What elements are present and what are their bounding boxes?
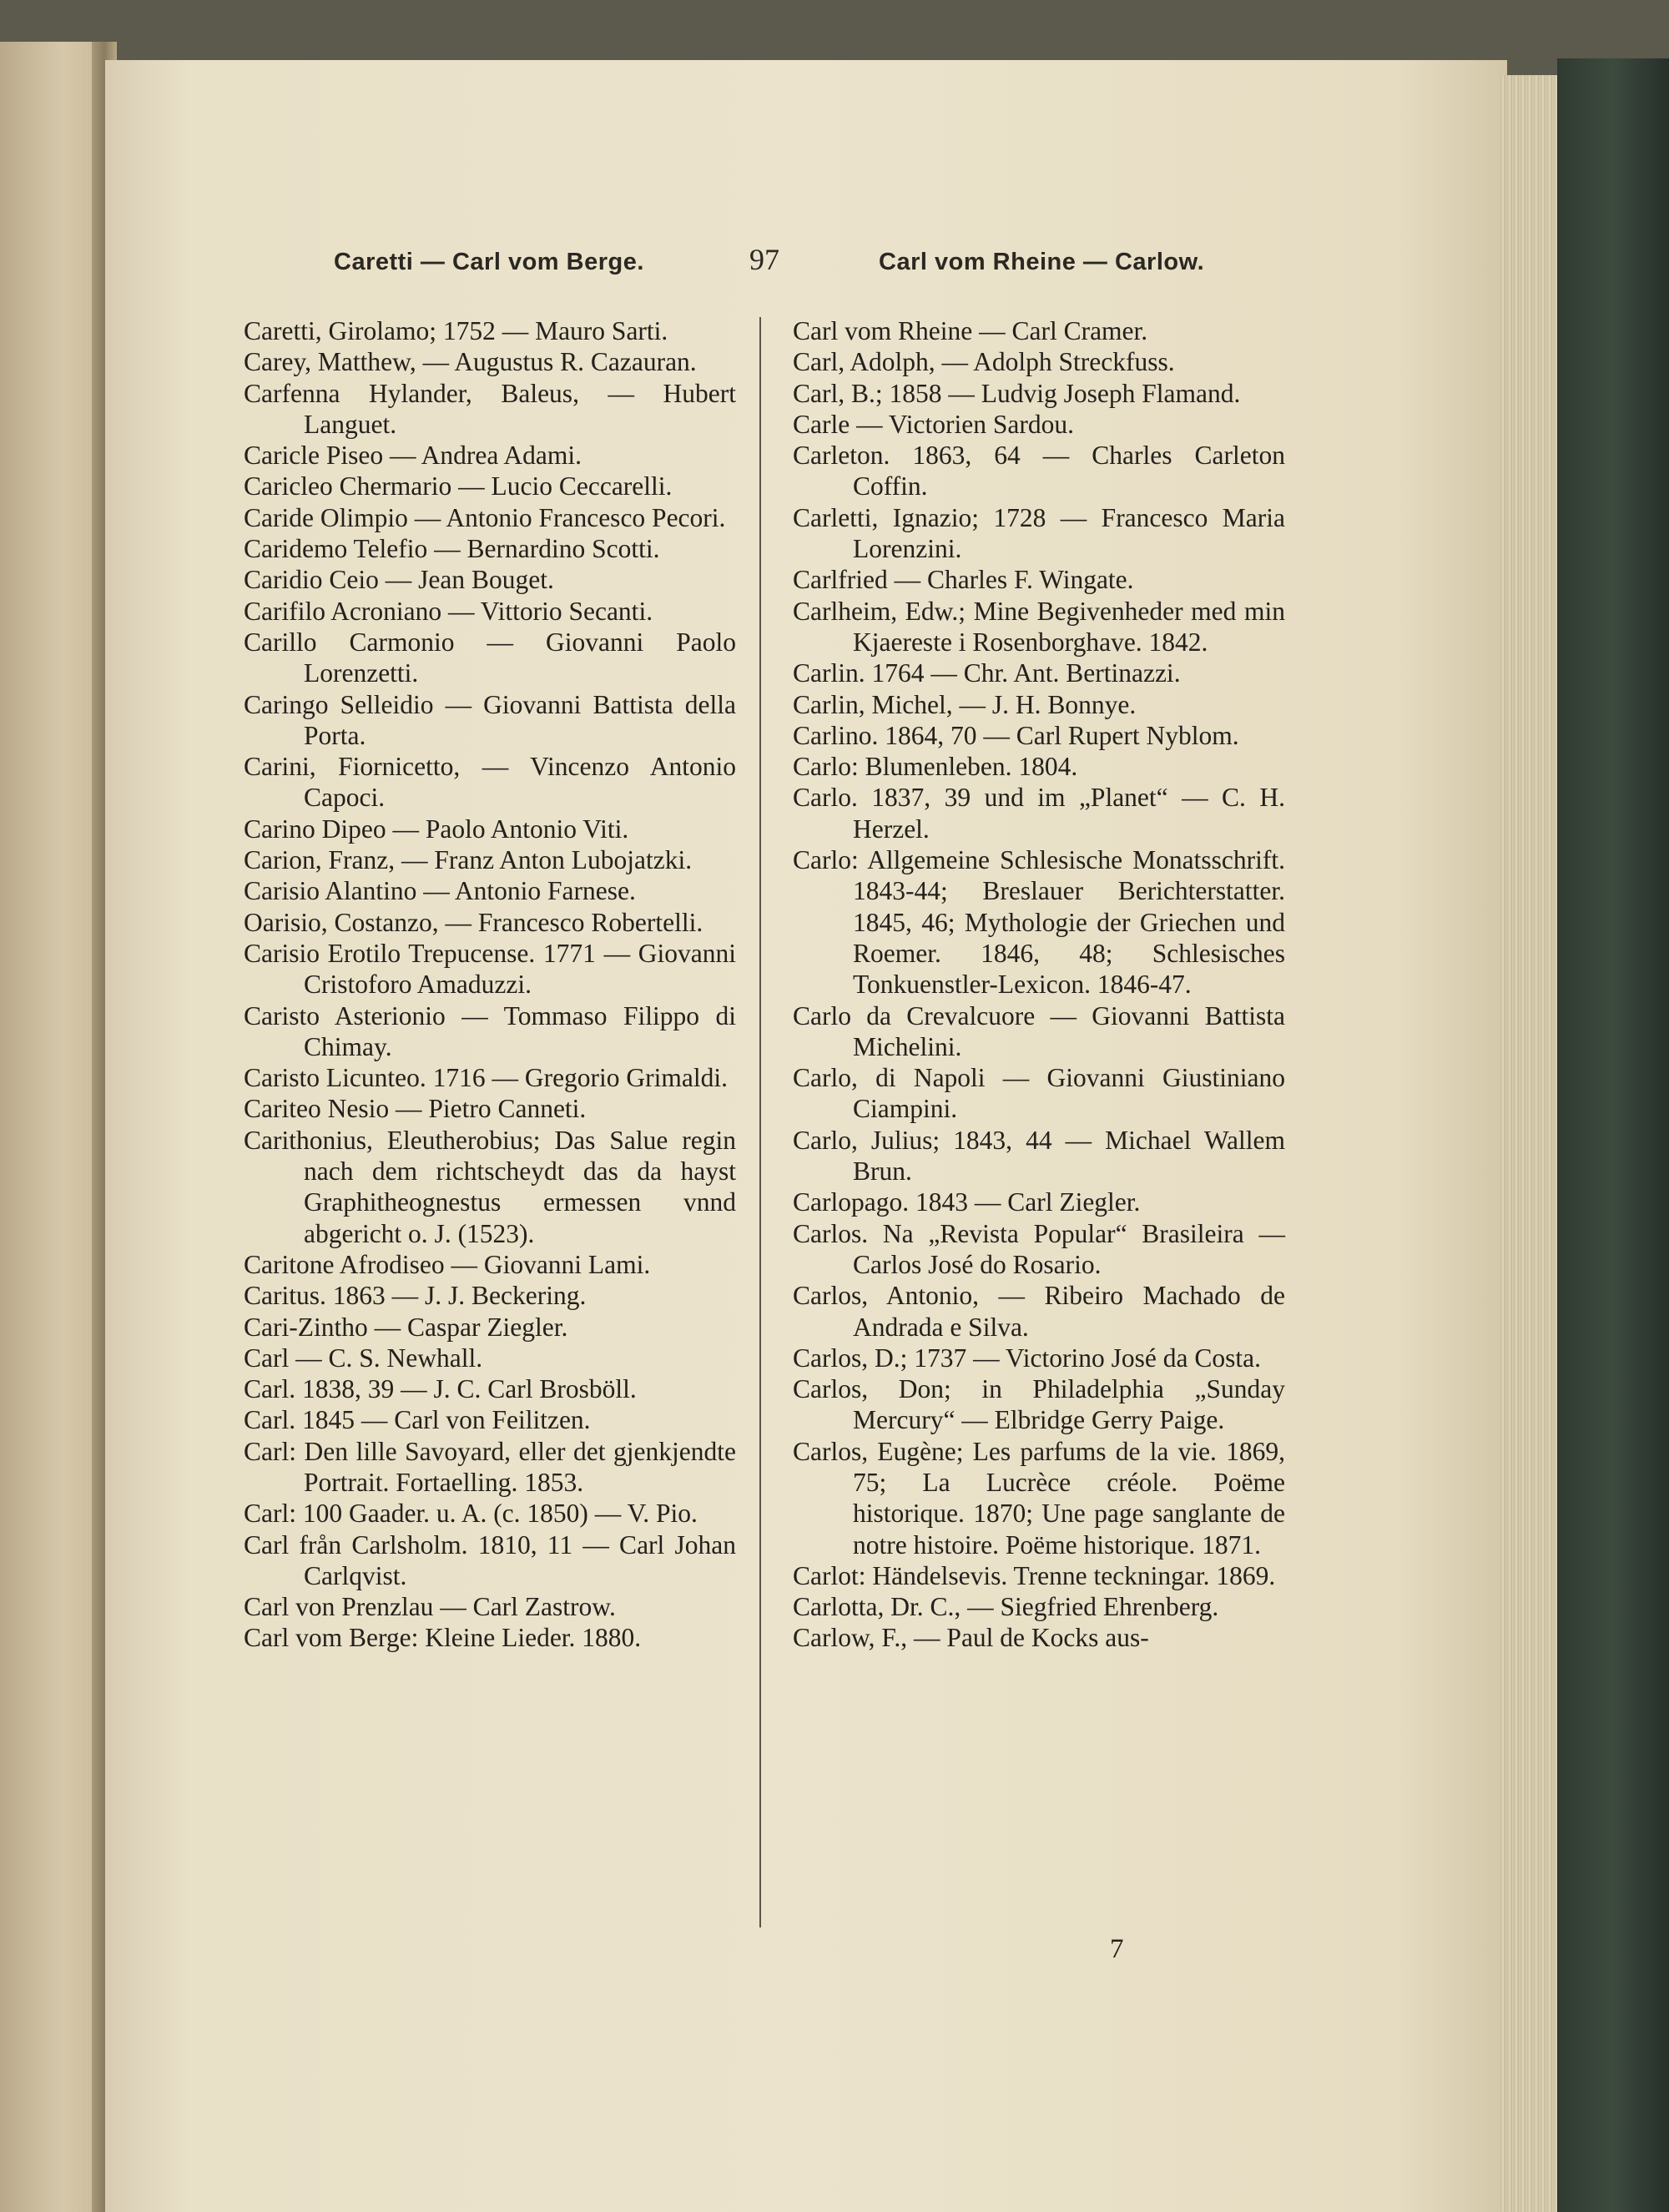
column-rule — [759, 317, 761, 1927]
entry: Caridemo Telefio — Bernardino Scotti. — [244, 534, 660, 564]
entry: Carey, Matthew, — Augustus R. Cazauran. — [244, 347, 697, 377]
entry: Caristo Asterionio — Tommaso Filippo di Chimay. — [244, 1000, 736, 1061]
entry: Caritus. 1863 — J. J. Beckering. — [244, 1281, 587, 1311]
entry: Caridio Ceio — Jean Bouget. — [244, 565, 554, 595]
entry: Carlos. Na „Revista Popular“ Brasileira — Carlos José do Rosario. — [793, 1218, 1285, 1279]
entry: Carisio Erotilo Trepucense. 1771 — Giovanni Cristoforo Amaduzzi. — [244, 938, 736, 1000]
page-edges — [1499, 75, 1557, 2212]
entry: Carlotta, Dr. C., — Siegfried Ehrenberg. — [793, 1592, 1219, 1622]
entry: Carlos, Eugène; Les parfums de la vie. 1869, 75; La Lucrèce créole. Poëme historique. 1870; Une page sanglante de notre histoire. Poëme historique. 1871. — [793, 1436, 1285, 1559]
entry: Carlheim, Edw.; Mine Begivenheder med min Kjaereste i Rosenborghave. 1842. — [793, 596, 1285, 657]
left-page-edge — [0, 42, 105, 2212]
entry: Caringo Selleidio — Giovanni Battista della Porta. — [244, 689, 736, 750]
entry: Carillo Carmonio — Giovanni Paolo Lorenzetti. — [244, 627, 736, 688]
entry: Caride Olimpio — Antonio Francesco Pecori. — [244, 502, 726, 532]
entry: Caricleo Chermario — Lucio Ceccarelli. — [244, 471, 673, 501]
entry: Carlot: Händelsevis. Trenne teckningar. 1869. — [793, 1560, 1276, 1590]
entry: Carl, Adolph, — Adolph Streckfuss. — [793, 347, 1175, 377]
book-cover — [1557, 58, 1669, 2212]
entry: Carletti, Ignazio; 1728 — Francesco Maria Lorenzini. — [793, 502, 1285, 564]
entry: Carlo, di Napoli — Giovanni Giustiniano Ciampini. — [793, 1063, 1285, 1124]
entry: Carlos, Don; in Philadelphia „Sunday Mercury“ — Elbridge Gerry Paige. — [793, 1374, 1285, 1435]
entry: Caricle Piseo — Andrea Adami. — [244, 441, 582, 471]
page-number: 97 — [749, 243, 779, 276]
entry: Carlin. 1764 — Chr. Ant. Bertinazzi. — [793, 658, 1181, 688]
entry: Oarisio, Costanzo, — Francesco Robertelli. — [244, 907, 703, 937]
entry: Carlfried — Charles F. Wingate. — [793, 565, 1134, 595]
entry: Caritone Afrodiseo — Giovanni Lami. — [244, 1249, 651, 1279]
entry: Carlos, D.; 1737 — Victorino José da Costa. — [793, 1343, 1261, 1373]
entry: Carifilo Acroniano — Vittorio Secanti. — [244, 596, 653, 626]
entry: Carl vom Berge: Kleine Lieder. 1880. — [244, 1623, 642, 1653]
entry: Carl. 1838, 39 — J. C. Carl Brosböll. — [244, 1374, 637, 1404]
entry: Carl vom Rheine — Carl Cramer. — [793, 316, 1148, 345]
entry: Carithonius, Eleutherobius; Das Salue regin nach dem richtscheydt das da hayst Graphitheognestus ermessen vnnd abgericht o. J. (1523). — [244, 1125, 736, 1248]
running-head-left: Caretti — Carl vom Berge. — [334, 249, 644, 275]
entry: Carl, B.; 1858 — Ludvig Joseph Flamand. — [793, 378, 1241, 408]
signature-mark: 7 — [1110, 1934, 1124, 1964]
running-head-right: Carl vom Rheine — Carlow. — [879, 249, 1205, 275]
entry: Carle — Victorien Sardou. — [793, 409, 1074, 439]
entry: Carl: 100 Gaader. u. A. (c. 1850) — V. Pio. — [244, 1499, 698, 1529]
right-column — [793, 315, 1285, 1654]
entry: Carlo, Julius; 1843, 44 — Michael Wallem Brun. — [793, 1125, 1285, 1187]
entry: Carl von Prenzlau — Carl Zastrow. — [244, 1592, 616, 1622]
entry: Cari-Zintho — Caspar Ziegler. — [244, 1312, 568, 1342]
entry: Carisio Alantino — Antonio Farnese. — [244, 876, 636, 906]
entry: Carlow, F., — Paul de Kocks aus- — [793, 1623, 1149, 1653]
entry: Carlo: Allgemeine Schlesische Monatsschrift. 1843-44; Breslauer Berichterstatter. 1845, 46; Mythologie der Griechen und Roemer. 1846, 48; Schlesisches Tonkuenstler-Lexicon. 1846-47. — [793, 845, 1285, 1000]
entry: Caretti, Girolamo; 1752 — Mauro Sarti. — [244, 316, 668, 345]
entry: Carl: Den lille Savoyard, eller det gjenkjendte Portrait. Fortaelling. 1853. — [244, 1436, 736, 1497]
entry: Carl — C. S. Newhall. — [244, 1343, 483, 1373]
entry: Carfenna Hylander, Baleus, — Hubert Languet. — [244, 378, 736, 439]
entry: Carlo: Blumenleben. 1804. — [793, 752, 1078, 782]
entry: Carion, Franz, — Franz Anton Lubojatzki. — [244, 845, 693, 875]
entry: Carini, Fiornicetto, — Vincenzo Antonio Capoci. — [244, 752, 736, 813]
entry: Carlo. 1837, 39 und im „Planet“ — C. H. Herzel. — [793, 783, 1285, 844]
entry: Carlin, Michel, — J. H. Bonnye. — [793, 689, 1137, 719]
entry: Caristo Licunteo. 1716 — Gregorio Grimaldi. — [244, 1063, 729, 1093]
entry: Carlino. 1864, 70 — Carl Rupert Nyblom. — [793, 720, 1239, 750]
entry: Carl från Carlsholm. 1810, 11 — Carl Johan Carlqvist. — [244, 1529, 736, 1590]
entry: Carlopago. 1843 — Carl Ziegler. — [793, 1187, 1141, 1217]
entry: Carleton. 1863, 64 — Charles Carleton Coffin. — [793, 441, 1285, 501]
entry: Carino Dipeo — Paolo Antonio Viti. — [244, 814, 629, 844]
entry: Carlos, Antonio, — Ribeiro Machado de Andrada e Silva. — [793, 1281, 1285, 1342]
entry: Carlo da Crevalcuore — Giovanni Battista Michelini. — [793, 1000, 1285, 1061]
entry: Cariteo Nesio — Pietro Canneti. — [244, 1094, 587, 1124]
left-column — [244, 315, 736, 1654]
entry: Carl. 1845 — Carl von Feilitzen. — [244, 1405, 591, 1435]
